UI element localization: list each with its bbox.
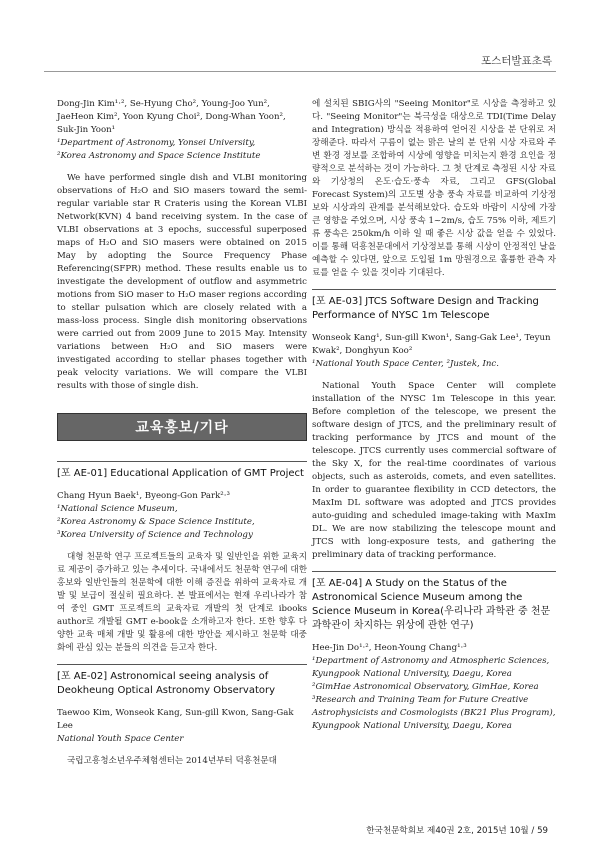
ae01-title: [포 AE-01] Educational Application of GMT Project	[57, 468, 304, 479]
ae02-abstract-start: 국립고흥청소년우주체험센터는 2014년부터 덕흥천문대	[67, 756, 277, 766]
header-rule	[44, 71, 556, 72]
ae01-authors: Chang Hyun Baek¹, Byeong-Gon Park²·³	[57, 491, 230, 501]
right-column	[312, 98, 556, 733]
ae04-affiliation-3: ³Research and Training Team for Future Creative Astrophysicists and Cosmologists (BK21 Plus Program), Kyungpook National University, Daegu, Korea	[312, 695, 556, 731]
ae04-authors: Hee-Jin Do¹·², Heon-Young Chang¹·³	[312, 643, 467, 653]
running-header: 포스터발표초록	[480, 55, 552, 67]
ae01-affiliation-3: ³Korea University of Science and Technology	[57, 530, 253, 540]
p1-authors: Dong-Jin Kim¹·², Se-Hyung Cho², Young-Joo Yun², JaeHeon Kim², Yoon Kyung Choi², Dong-Whan Yoon², Suk-Jin Yoon¹	[57, 99, 286, 135]
ae04-affiliation-1: ¹Department of Astronomy and Atmospheric Sciences, Kyungpook National University, Daegu, Korea	[312, 656, 550, 679]
ae03-rule	[312, 289, 556, 290]
ae02-abstract-continued: 에 설치된 SBIG사의 "Seeing Monitor"로 시상을 측정하고 있다. "Seeing Monitor"는 북극성을 대상으로 TDI(Time Delay and Integration) 방식을 적용하여 얻어진 시상을 분 단위로 저장해준다. 따라서 구름이 없는 맑은 날의 분 단위 시상 자료와 주변 환경 정보를 조합하여 시상에 영향을 미치는지 환경 요인을 정량적으로 분석하는 것이 가능하다. 그 첫 단계로 측정된 시상 자료와 기상청의 온도·습도·풍속 자료, 그리고 GFS(Global Forecast System)의 고도별 상층 풍속 자료를 비교하여 기상정보와 시상과의 관계를 분석해보았다. 습도와 바람이 시상에 가장 큰 영향을 주었으며, 시상 풍속 1~2m/s, 습도 75% 이하, 제트기류 풍속은 250km/h 이하 일 때 좋은 시상 값을 얻을 수 있었다. 이를 통해 덕흥천문대에서 기상정보를 통해 시상이 안정적인 날을 예측할 수 있다면, 앞으로 도입될 1m 망원경으로 훌륭한 관측 자료를 얻을 수 있을 것이라 기대된다.	[312, 99, 556, 278]
section-banner: 교육홍보/기타	[57, 413, 307, 441]
ae02-title: [포 AE-02] Astronomical seeing analysis of Deokheung Optical Astronomy Observatory	[57, 671, 276, 696]
ae01-abstract: 대형 천문학 연구 프로젝트들의 교육자 및 일반인을 위한 교육지료 제공이 증가하고 있는 추세이다. 국내에서도 천문학 연구에 대한 홍보와 일반인들의 천문학에 대한 이해 증진을 위하여 교육자료 개발 및 보급이 절실히 필요하다. 본 발표에서는 현재 우리나라가 참여 중인 GMT 프로젝트의 교육자료 개발의 첫 단계로 ibooks author로 개발될 GMT e-book을 소개하고자 한다. 또한 향후 다양한 교육 매체 개발 및 활용에 대한 방안을 제시하고 천문학 대중화에 관심 있는 분들의 의견을 듣고자 한다.	[57, 552, 307, 653]
ae04-affiliation-2: ²GimHae Astronomical Observatory, GimHae, Korea	[312, 682, 539, 692]
ae02-authors: Taewoo Kim, Wonseok Kang, Sun-gill Kwon, Sang-Gak Lee	[57, 708, 294, 731]
ae01-rule	[57, 461, 307, 462]
ae03-abstract: National Youth Space Center will complete installation of the NYSC 1m Telescope in this year. Before completion of the telescope, we present the software design of JTCS, and the preliminary result of tracking performance by JTCS and mount of the telescope. JTCS currently uses commercial software of the Sky X, for the real-time coordinates of various objects, such as asteroids, comets, and even satellites. In order to guarantee flexibility in CCD detectors, the MaxIm DL software was adopted and JTCS provides auto-guiding and scheduled image-taking with MaxIm DL. We are now stabilizing the telescope mount and JTCS with long-exposure tests, and gathering the preliminary data of tracking performance.	[312, 381, 556, 560]
ae03-title: [포 AE-03] JTCS Software Design and Tracking Performance of NYSC 1m Telescope	[312, 296, 539, 321]
ae04-title: [포 AE-04] A Study on the Status of the Astronomical Science Museum among the Science Museum in Korea(우리나라 과학관 중 천문과학관이 차지하는 위상에 관한 연구)	[312, 578, 551, 631]
p1-affiliation-2: ²Korea Astronomy and Space Science Institute	[57, 151, 261, 161]
ae04-rule	[312, 571, 556, 572]
ae03-affiliation: ¹National Youth Space Center, ²Justek, Inc.	[312, 359, 499, 369]
ae02-affiliation-1: National Youth Space Center	[57, 734, 184, 744]
p1-abstract: We have performed single dish and VLBI monitoring observations of H₂O and SiO masers toward the semi-regular variable star R Crateris using the Korean VLBI Network(KVN) 4 band receiving system. In the case of VLBI observations at 3 epochs, successful superposed maps of H₂O and SiO masers were obtained on 2015 May by adopting the Source Frequency Phase Referencing(SFPR) method. These results enable us to investigate the development of outflow and asymmetric motions from SiO maser to H₂O maser regions according to stellar pulsation which are closely related with a mass-loss process. Single dish monitoring observations were carried out from 2009 June to 2015 May. Intensity variations between H₂O and SiO masers were investigated according to stellar phases together with peak velocity variations. We will compare the VLBI results with those of single dish.	[57, 173, 307, 391]
p1-affiliation-1: ¹Department of Astronomy, Yonsei University,	[57, 138, 256, 148]
ae03-authors: Wonseok Kang¹, Sun-gill Kwon¹, Sang-Gak Lee¹, Teyun Kwak², Donghyun Koo²	[312, 333, 551, 356]
page-footer: 한국천문학회보 제40권 2호, 2015년 10월 / 59	[366, 826, 548, 836]
ae01-affiliation-1: ¹National Science Museum,	[57, 504, 178, 514]
left-column	[57, 98, 307, 768]
ae01-affiliation-2: ²Korea Astronomy & Space Science Institute,	[57, 517, 255, 527]
ae02-rule	[57, 664, 307, 665]
